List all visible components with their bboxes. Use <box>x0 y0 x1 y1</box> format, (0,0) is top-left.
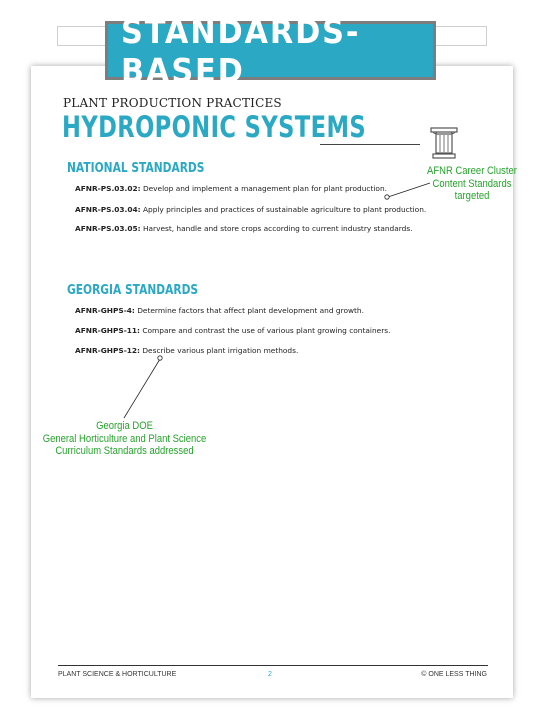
footer-copyright: © ONE LESS THING <box>421 671 487 678</box>
standard-text: Develop and implement a management plan for plant production. <box>140 184 387 193</box>
standard-text: Describe various plant irrigation methods. <box>140 346 299 355</box>
georgia-annotation <box>41 420 209 458</box>
standard-code: AFNR-GHPS-4: <box>75 306 135 315</box>
standards-banner <box>105 11 436 90</box>
annotation-line: Georgia DOE <box>96 420 153 432</box>
standard-code: AFNR-GHPS-12: <box>75 346 141 355</box>
georgia-standards-heading: GEORGIA STANDARDS <box>67 283 199 298</box>
page-title: HYDROPONIC SYSTEMS <box>62 110 367 144</box>
standard-text: Harvest, handle and store crops according to current industry standards. <box>140 224 413 233</box>
standard-text: Apply principles and practices of sustainable agriculture to plant production. <box>140 205 427 214</box>
annotation-line: General Horticulture and Plant Science <box>42 432 207 445</box>
annotation-line: targeted <box>454 190 490 202</box>
annotation-line: Content Standards <box>432 177 512 190</box>
standard-code: AFNR-PS.03.05: <box>75 224 141 233</box>
banner-label: STANDARDS-BASED <box>121 11 361 90</box>
annotation-line: Curriculum Standards addressed <box>55 445 194 457</box>
footer-divider <box>58 665 488 666</box>
annotation-line: AFNR Career Cluster <box>427 165 517 177</box>
afnr-annotation <box>424 165 520 203</box>
standard-text: Determine factors that affect plant development and growth. <box>134 306 364 315</box>
footer-course-name: PLANT SCIENCE & HORTICULTURE <box>58 671 177 678</box>
standard-code: AFNR-GHPS-11: <box>75 326 141 335</box>
standard-code: AFNR-PS.03.02: <box>75 184 141 193</box>
standard-code: AFNR-PS.03.04: <box>75 205 141 214</box>
footer-page-number: 2 <box>268 671 272 678</box>
standard-text: Compare and contrast the use of various plant growing containers. <box>140 326 391 335</box>
national-standards-heading: NATIONAL STANDARDS <box>67 161 205 176</box>
page-subtitle: PLANT PRODUCTION PRACTICES <box>63 96 282 110</box>
